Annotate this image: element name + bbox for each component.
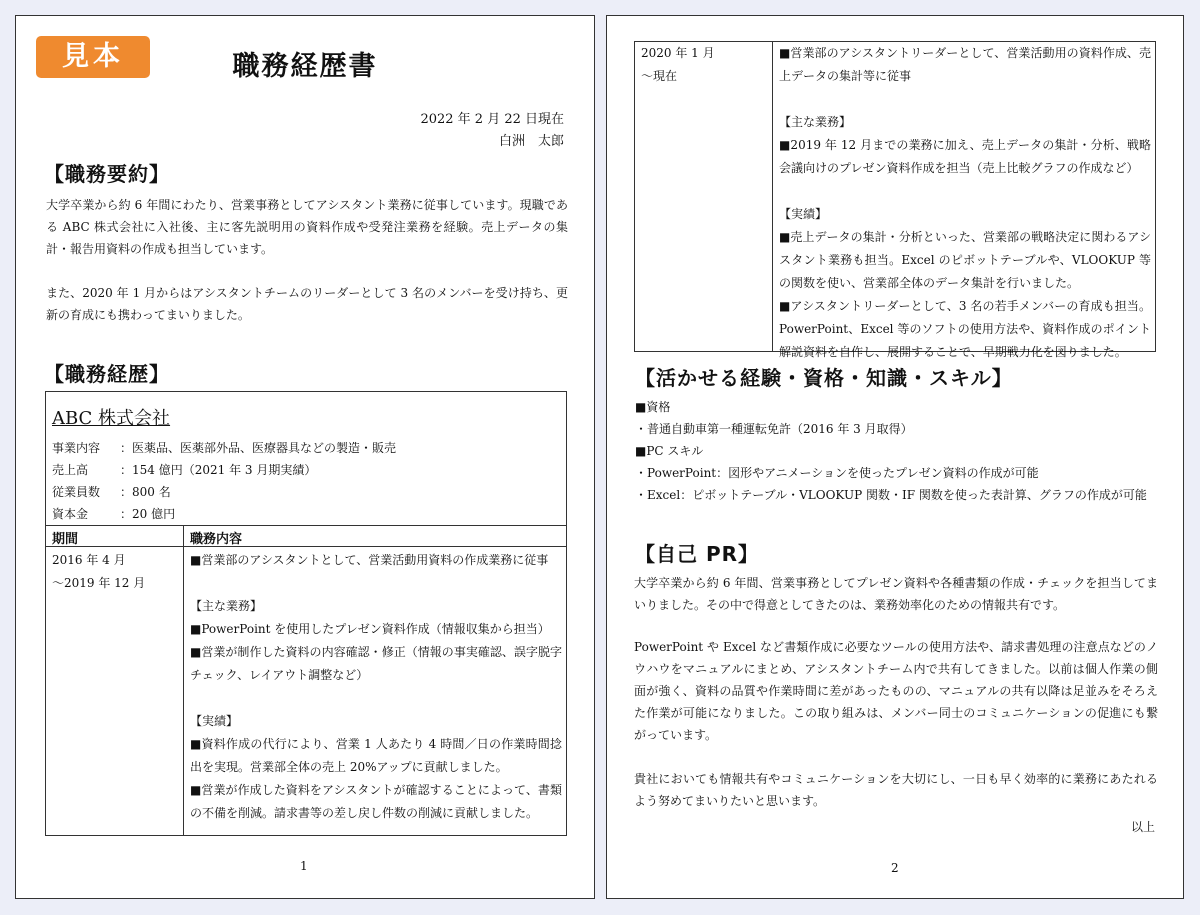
info-value: ：154 億円（2021 年 3 月期実績） [120,463,317,477]
duty-line: ■アシスタントリーダーとして、3 名の若手メンバーの育成も担当。PowerPoint、Excel 等のソフトの使用方法や、資料作成のポイント解説資料を自作し、展開することで、早期戦力化を図りました。 [779,299,1151,359]
skills-item: ■PC スキル [635,444,704,458]
duties-cell [779,42,1151,364]
company-info-row [52,459,316,481]
company-name: ABC 株式会社 [52,408,171,429]
duty-line: 【主な業務】 [190,599,263,613]
duties-cell [190,549,562,825]
career-table [45,391,567,836]
info-value: ：20 億円 [120,507,176,521]
page-number: 1 [300,859,308,873]
summary-paragraph-1: 大学卒業から約 6 年間にわたり、営業事務としてアシスタント業務に従事しています。現職である ABC 株式会社に入社後、主に客先説明用の資料作成や受発注業務を経験。売上データの集計・報告用資料の作成も担当しています。 [46,198,568,256]
period-cell [641,42,766,88]
duty-line: ■資料作成の代行により、営業 1 人あたり 4 時間／日の作業時間捻出を実現。営業部全体の売上 20%アップに貢献しました。 [190,737,562,774]
info-value: ：800 名 [120,485,171,499]
company-info-row [52,503,175,525]
pr-paragraph-3: 貴社においても情報共有やコミュニケーションを大切にし、一日も早く効率的に業務にあたれるよう努めてまいりたいと思います。 [634,772,1158,808]
column-divider [772,42,773,351]
author-name: 白洲 太郎 [498,134,564,149]
skills-item: ・Excel：ピボットテーブル・VLOOKUP 関数・IF 関数を使った表計算、グラフの作成が可能 [635,488,1147,502]
pr-heading: 【自己 PR】 [635,542,760,566]
duty-line: 【実績】 [779,207,828,221]
column-header-duties: 職務内容 [190,532,243,547]
duty-line: ■2019 年 12 月までの業務に加え、売上データの集計・分析、戦略会議向けのプレゼン資料作成を担当（売上比較グラフの作成など） [779,138,1151,175]
table-divider [46,546,566,547]
duty-line: ■営業が制作した資料の内容確認・修正（情報の事実確認、誤字脱字チェック、レイアウト調整など） [190,645,562,682]
duty-line: ■PowerPoint を使用したプレゼン資料作成（情報収集から担当） [190,622,550,636]
summary-paragraph-2: また、2020 年 1 月からはアシスタントチームのリーダーとして 3 名のメンバーを受け持ち、更新の育成にも携わってまいりました。 [46,286,568,322]
duty-line: 【主な業務】 [779,115,852,129]
career-table-continued [634,41,1156,359]
duty-spacer [190,687,562,710]
column-header-period: 期間 [52,532,79,547]
document-page-2 [606,15,1184,899]
duty-spacer [779,88,1151,111]
period-cell [52,549,177,595]
duty-line: 【実績】 [190,714,239,728]
document-title: 職務経歴書 [232,51,378,82]
skills-item: ■資格 [635,400,671,414]
column-divider [183,525,184,835]
duty-line: ■売上データの集計・分析といった、営業部の戦略決定に関わるアシスタント業務も担当。Excel のピボットテーブルや、VLOOKUP 等の関数を使い、営業部全体のデータ集計を行いました。 [779,230,1151,290]
duty-line: ■営業部のアシスタントリーダーとして、営業活動用の資料作成、売上データの集計等に従事 [779,46,1151,83]
document-date: 2022 年 2 月 22 日現在 [420,112,564,127]
page-number: 2 [891,861,899,875]
sample-badge: 見本 [36,36,150,78]
info-label: 事業内容 [52,441,101,455]
skills-item: ・PowerPoint：図形やアニメーションを使ったプレゼン資料の作成が可能 [635,466,1039,480]
info-value: ：医薬品、医薬部外品、医療器具などの製造・販売 [120,441,397,455]
info-label: 従業員数 [52,485,101,499]
duty-spacer [190,572,562,595]
period-end: ～現在 [641,69,678,83]
document-page-1 [15,15,595,899]
closing-text: 以上 [1130,820,1155,834]
period-start: 2020 年 1 月 [641,46,715,60]
duty-spacer [779,180,1151,203]
skills-item: ・普通自動車第一種運転免許（2016 年 3 月取得） [635,422,913,436]
info-label: 売上高 [52,463,89,477]
summary-heading: 【職務要約】 [44,162,170,186]
skills-list [635,396,1147,506]
table-divider [46,525,566,526]
skills-heading: 【活かせる経験・資格・知識・スキル】 [635,366,1013,390]
period-end: ～2019 年 12 月 [52,576,146,590]
period-start: 2016 年 4 月 [52,553,126,567]
duty-line: ■営業が作成した資料をアシスタントが確認することによって、書類の不備を削減。請求書等の差し戻し件数の削減に貢献しました。 [190,783,562,820]
duty-line: ■営業部のアシスタントとして、営業活動用資料の作成業務に従事 [190,553,549,567]
info-label: 資本金 [52,507,89,521]
history-heading: 【職務経歴】 [44,362,170,386]
pr-paragraph-1: 大学卒業から約 6 年間、営業事務としてプレゼン資料や各種書類の作成・チェックを担当してまいりました。その中で得意としてきたのは、業務効率化のための情報共有です。 [634,576,1158,612]
company-info-row [52,481,171,503]
pr-paragraph-2: PowerPoint や Excel など書類作成に必要なツールの使用方法や、請求書処理の注意点などのノウハウをマニュアルにまとめ、アシスタントチーム内で共有してきました。以前は個人作業の側面が強く、資料の品質や作業時間に差があったものの、マニュアルの共有以降は足並みをそろえた作業が可能になりました。この取り組みは、メンバー同士のコミュニケーションの促進にも繋がっています。 [634,640,1158,742]
company-info-row [52,437,396,459]
